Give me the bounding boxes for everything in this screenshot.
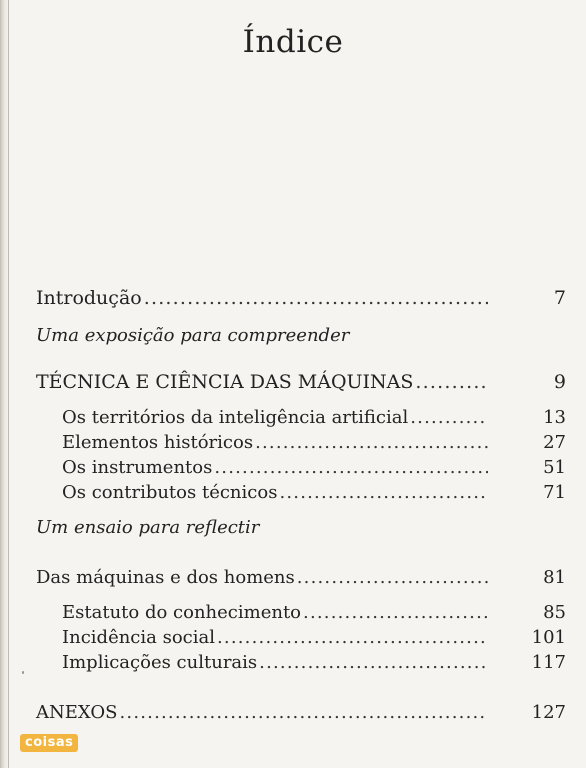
toc-entry-label: Implicações culturais: [62, 652, 258, 673]
toc-entry-introducao: [36, 287, 566, 309]
toc-entry-tecnica: [36, 371, 566, 393]
toc-entry-label: Incidência social: [62, 627, 215, 648]
toc-entry-label: Os contributos técnicos: [62, 482, 278, 503]
dot-leader: [297, 567, 488, 588]
toc-entry-page: 85: [543, 602, 566, 623]
toc-entry-page: 9: [553, 371, 566, 393]
toc-entry-instrumentos: [62, 457, 566, 478]
dot-leader: [144, 287, 488, 309]
toc-entry-label: Introdução: [36, 287, 142, 309]
toc-entry-estatuto: [62, 602, 566, 623]
section-heading-exposicao: Uma exposição para compreender: [36, 325, 350, 346]
paper-speck: [22, 671, 24, 674]
toc-entry-label: Estatuto do conhecimento: [62, 602, 302, 623]
toc-entry-label: Das máquinas e dos homens: [36, 567, 295, 588]
page-edge-line: [8, 0, 9, 768]
toc-entry-page: 13: [543, 407, 566, 428]
toc-entry-contributos: [62, 482, 566, 503]
dot-leader: [303, 602, 488, 623]
toc-entry-label: ANEXOS: [36, 702, 118, 723]
dot-leader: [217, 627, 488, 648]
dot-leader: [255, 432, 488, 453]
section-heading-ensaio: Um ensaio para reflectir: [36, 517, 260, 538]
dot-leader: [259, 652, 488, 673]
toc-entry-label: TÉCNICA E CIÊNCIA DAS MÁQUINAS: [36, 371, 414, 393]
toc-entry-label: Os territórios da inteligência artificial: [62, 407, 409, 428]
toc-entry-incidencia: [62, 627, 566, 648]
toc-entry-territorios: [62, 407, 566, 428]
toc-entry-page: 7: [553, 287, 566, 309]
dot-leader: [119, 702, 488, 723]
toc-entry-page: 27: [543, 432, 566, 453]
toc-entry-anexos: [36, 702, 566, 723]
toc-entry-elementos: [62, 432, 566, 453]
toc-entry-page: 81: [543, 567, 566, 588]
toc-entry-label: Os instrumentos: [62, 457, 213, 478]
watermark-logo: coisas: [20, 734, 78, 752]
dot-leader: [214, 457, 488, 478]
toc-entry-implicacoes: [62, 652, 566, 673]
toc-entry-page: 51: [543, 457, 566, 478]
dot-leader: [279, 482, 488, 503]
toc-entry-maquinas-homens: [36, 567, 566, 588]
toc-entry-label: Elementos históricos: [62, 432, 254, 453]
page-title: Índice: [242, 24, 344, 60]
toc-entry-page: 117: [531, 652, 566, 673]
toc-entry-page: 101: [531, 627, 566, 648]
dot-leader: [415, 371, 488, 393]
toc-entry-page: 71: [543, 482, 566, 503]
toc-entry-page: 127: [531, 702, 566, 723]
dot-leader: [410, 407, 488, 428]
